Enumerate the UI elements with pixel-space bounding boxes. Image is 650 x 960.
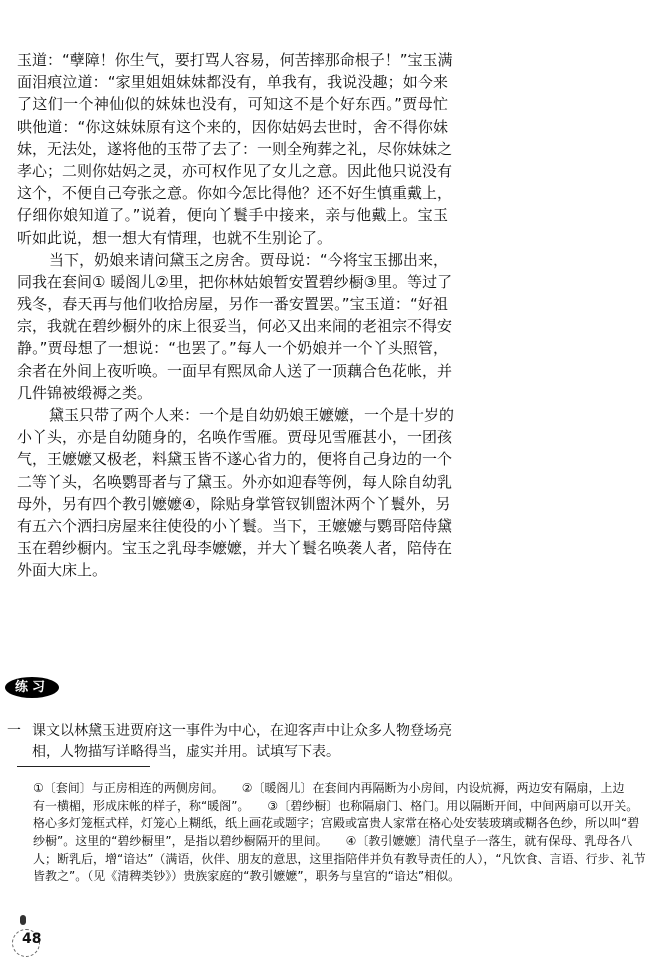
text-line: 气，王嬷嬷又极老，料黛玉皆不遂心省力的，便将自己身边的一个 bbox=[17, 450, 453, 469]
page-number-ornament bbox=[10, 915, 50, 960]
text-line: 这个，不便自己夸张之意。你如今怎比得他？还不好生慎重戴上， bbox=[17, 184, 453, 203]
footnotes bbox=[33, 780, 646, 886]
paragraph bbox=[17, 49, 453, 249]
footnote-line: 纱橱”。这里的“碧纱橱里”，是指以碧纱橱隔开的里间。 ④〔教引嬷嬷〕清代皇子一落生，就有保母、乳母各八 bbox=[33, 834, 633, 849]
text-line: 小丫头，亦是自幼随身的，名唤作雪雁。贾母见雪雁甚小，一团孩 bbox=[17, 428, 453, 447]
exercise-number: 一 bbox=[7, 723, 21, 739]
footnote-divider bbox=[17, 766, 150, 767]
text-line: 黛玉只带了两个人来：一个是自幼奶娘王嬷嬷，一个是十岁的 bbox=[49, 406, 455, 424]
text-line: 二等丫头，名唤鹦哥者与了黛玉。外亦如迎春等例，每人除自幼乳 bbox=[17, 472, 453, 491]
text-line: 玉道：“孽障！你生气，要打骂人容易，何苦摔那命根子！”宝玉满 bbox=[17, 51, 453, 69]
text-line: 面泪痕泣道：“家里姐姐妹妹都没有，单我有，我说没趣；如今来 bbox=[17, 73, 448, 92]
text-line: 有五六个洒扫房屋来往使役的小丫鬟。当下，王嬷嬷与鹦哥陪侍黛 bbox=[17, 516, 453, 535]
exercise-list bbox=[7, 721, 452, 763]
text-line: 几件锦被缎褥之类。 bbox=[17, 383, 153, 402]
exercise-line: 相，人物描写详略得当，虚实并用。试填写下表。 bbox=[32, 744, 340, 760]
footnote-line: ①〔套间〕与正房相连的两侧房间。 ②〔暖阁儿〕在套间内再隔断为小房间，内设炕褥，两边安有隔扇，上边 bbox=[33, 781, 625, 795]
exercise-text bbox=[32, 721, 452, 763]
footnote-line: 有一横楣，形成床帐的样子，称“暖阁”。 ③〔碧纱橱〕也称隔扇门、格门。用以隔断开间，中间两扇可以开关。 bbox=[33, 798, 639, 813]
text-line: 残冬，春天再与他们收拾房屋，另作一番安置罢。”宝玉道：“好祖 bbox=[17, 295, 448, 314]
paragraph bbox=[17, 404, 455, 582]
text-line: 哄他道：“你这妹妹原有这个来的，因你姑妈去世时，舍不得你妹 bbox=[17, 117, 448, 136]
text-line: 同我在套间① 暖阁儿②里，把你林姑娘暂安置碧纱橱③里。等过了 bbox=[17, 272, 453, 291]
text-line: 外面大床上。 bbox=[17, 561, 108, 580]
footnote-line: 格心多灯笼框式样，灯笼心上糊纸，纸上画花或题字；宫殿或富贵人家常在格心处安装玻璃或糊各色纱，所以叫“碧 bbox=[33, 816, 640, 831]
footnote-line: 人；断乳后，增“谙达”（满语，伙伴、朋友的意思，这里指陪伴并负有教导责任的人），“凡饮食、言语、行步、礼节 bbox=[33, 851, 646, 866]
text-line: 妹，无法处，遂将他的玉带了去了：一则全殉葬之礼，尽你妹妹之 bbox=[17, 139, 453, 158]
text-line: 仔细你娘知道了。”说着，便向丫鬟手中接来，亲与他戴上。宝玉 bbox=[17, 206, 448, 225]
main-text bbox=[17, 49, 455, 582]
exercise-heading: 练习 bbox=[14, 680, 49, 695]
text-line: 母外，另有四个教引嬷嬷④，除贴身掌管钗钏盥沐两个丫鬟外，另 bbox=[17, 494, 451, 513]
flower-ornament-icon bbox=[20, 915, 26, 925]
text-line: 孝心；二则你姑妈之灵，亦可权作见了女儿之意。因此他只说没有 bbox=[17, 161, 453, 180]
text-line: 当下，奶娘来请问黛玉之房舍。贾母说：“今将宝玉挪出来， bbox=[49, 250, 448, 269]
text-line: 余者在外间上夜听唤。一面早有熙凤命人送了一顶藕合色花帐，并 bbox=[17, 361, 453, 380]
text-line: 听如此说，想一想大有情理，也就不生别论了。 bbox=[17, 228, 333, 247]
page-number: 48 bbox=[22, 931, 42, 947]
text-line: 了这们一个神仙似的妹妹也没有，可知这不是个好东西。”贾母忙 bbox=[17, 95, 448, 114]
exercise-line: 课文以林黛玉进贾府这一事件为中心，在迎客声中让众多人物登场亮 bbox=[32, 723, 452, 739]
paragraph bbox=[17, 249, 453, 404]
exercise-heading-badge bbox=[5, 677, 59, 698]
text-line: 宗，我就在碧纱橱外的床上很妥当，何必又出来闹的老祖宗不得安 bbox=[17, 317, 453, 336]
exercise-item bbox=[7, 721, 452, 763]
footnote-line: 皆教之”。（见《清稗类钞》）贵族家庭的“教引嬷嬷”，职务与皇宫的“谙达”相似。 bbox=[33, 869, 461, 884]
text-line: 静。”贾母想了一想说：“也罢了。”每人一个奶娘并一个丫头照管， bbox=[17, 339, 448, 358]
text-line: 玉在碧纱橱内。宝玉之乳母李嬷嬷，并大丫鬟名唤袭人者，陪侍在 bbox=[17, 539, 453, 558]
